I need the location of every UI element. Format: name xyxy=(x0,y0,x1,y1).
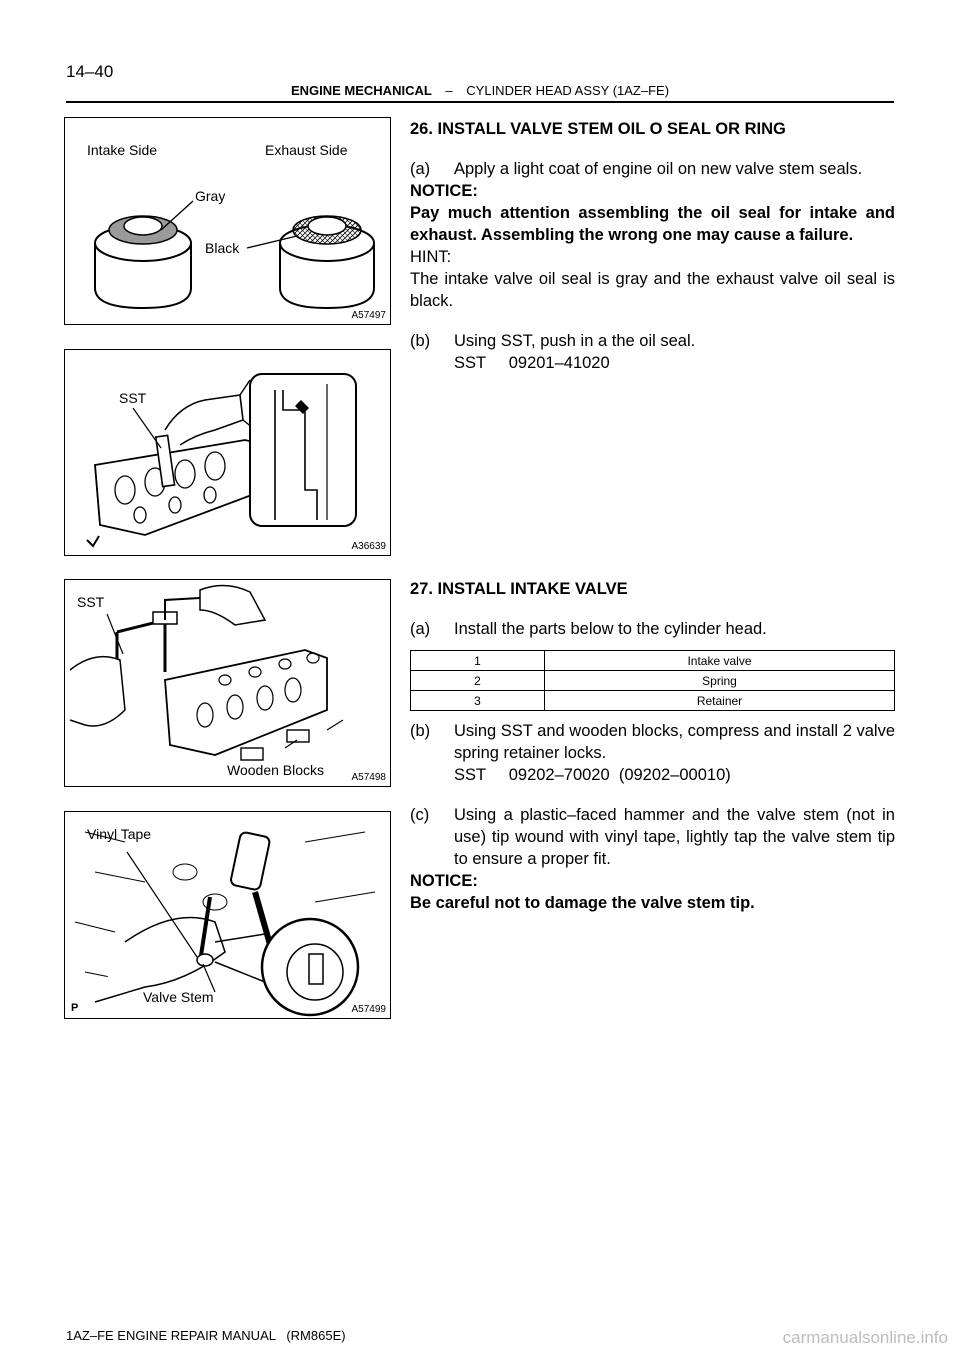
step-26-notice-text: Pay much attention assembling the oil seal for intake and exhaust. Assembling the wrong one may cause a failure. xyxy=(410,204,895,244)
step-26-heading: 26. INSTALL VALVE STEM OIL O SEAL OR RING xyxy=(410,120,786,138)
figure-compress-spring xyxy=(64,579,391,787)
step-26-hint-label: HINT: xyxy=(410,248,452,266)
header-separator: – xyxy=(445,83,453,98)
part-number: 3 xyxy=(411,691,545,711)
figure-id: A57499 xyxy=(351,1004,386,1015)
figure-tap-valve-stem xyxy=(64,811,391,1019)
figure-valve-stem-seals xyxy=(64,117,391,325)
black-label: Black xyxy=(205,240,240,256)
step-27a-text: Install the parts below to the cylinder head. xyxy=(454,620,767,638)
subsection-title: CYLINDER HEAD ASSY (1AZ–FE) xyxy=(466,83,670,98)
step-26b-label: (b) xyxy=(410,332,431,350)
table-row xyxy=(411,671,895,691)
watermark: carmanualsonline.info xyxy=(782,1328,948,1347)
step-27b-text: Using SST and wooden blocks, compress and install 2 valve spring retainer locks. xyxy=(454,722,895,762)
valve-stem-tapping-illustration xyxy=(65,812,390,1018)
step-27a-label: (a) xyxy=(410,620,431,638)
step-26a xyxy=(410,158,895,180)
step-26b xyxy=(410,330,895,352)
spring-compressor-illustration xyxy=(65,580,390,786)
step-26 xyxy=(410,118,895,374)
step-27b-label: (b) xyxy=(410,722,431,740)
step-27-continued xyxy=(410,720,895,914)
sst-label: SST xyxy=(77,594,105,610)
step-27a xyxy=(410,618,895,640)
section-title: ENGINE MECHANICAL xyxy=(290,83,432,98)
figure-push-oil-seal xyxy=(64,349,391,556)
step-27 xyxy=(410,578,895,640)
gray-label: Gray xyxy=(195,188,226,204)
step-27c xyxy=(410,804,895,870)
intake-side-label: Intake Side xyxy=(87,142,158,158)
step-27c-text: Using a plastic–faced hammer and the valve stem (not in use) tip wound with vinyl tape, lightly tap the valve stem tip to ensure a proper fit. xyxy=(454,806,895,868)
figure-id: A57498 xyxy=(351,772,386,783)
figure-id: A57497 xyxy=(351,310,386,321)
step-27b-sst: SST 09202–70020 (09202–00010) xyxy=(454,766,731,784)
step-27-notice-label: NOTICE: xyxy=(410,872,478,890)
table-row xyxy=(411,691,895,711)
step-27c-label: (c) xyxy=(410,806,430,824)
part-name: Spring xyxy=(545,671,895,691)
vinyl-tape-label: Vinyl Tape xyxy=(87,826,152,842)
figure-mark: P xyxy=(71,1002,79,1014)
step-26a-text: Apply a light coat of engine oil on new valve stem seals. xyxy=(454,160,863,178)
step-26b-sst: SST 09201–41020 xyxy=(454,354,610,372)
step-27-notice-text: Be careful not to damage the valve stem tip. xyxy=(410,894,755,912)
part-number: 1 xyxy=(411,651,545,671)
step-26-notice-label: NOTICE: xyxy=(410,182,478,200)
exhaust-side-label: Exhaust Side xyxy=(265,142,348,158)
page-number: 14–40 xyxy=(66,62,114,81)
step-26a-label: (a) xyxy=(410,160,431,178)
part-number: 2 xyxy=(411,671,545,691)
step-26b-text: Using SST, push in a the oil seal. xyxy=(454,332,696,350)
page-footer: 1AZ–FE ENGINE REPAIR MANUAL (RM865E) xyxy=(66,1328,346,1343)
valve-stem-label: Valve Stem xyxy=(143,989,214,1005)
sst-press-illustration xyxy=(65,350,390,555)
table-row xyxy=(411,651,895,671)
header-divider xyxy=(66,101,894,103)
step-27-heading: 27. INSTALL INTAKE VALVE xyxy=(410,580,628,598)
page-header xyxy=(0,83,960,98)
figure-id: A36639 xyxy=(351,541,386,552)
wooden-blocks-label: Wooden Blocks xyxy=(227,762,325,778)
parts-table xyxy=(410,650,895,711)
part-name: Intake valve xyxy=(545,651,895,671)
step-27b xyxy=(410,720,895,764)
step-26-hint-text: The intake valve oil seal is gray and the exhaust valve oil seal is black. xyxy=(410,270,895,310)
sst-label: SST xyxy=(119,390,147,406)
part-name: Retainer xyxy=(545,691,895,711)
